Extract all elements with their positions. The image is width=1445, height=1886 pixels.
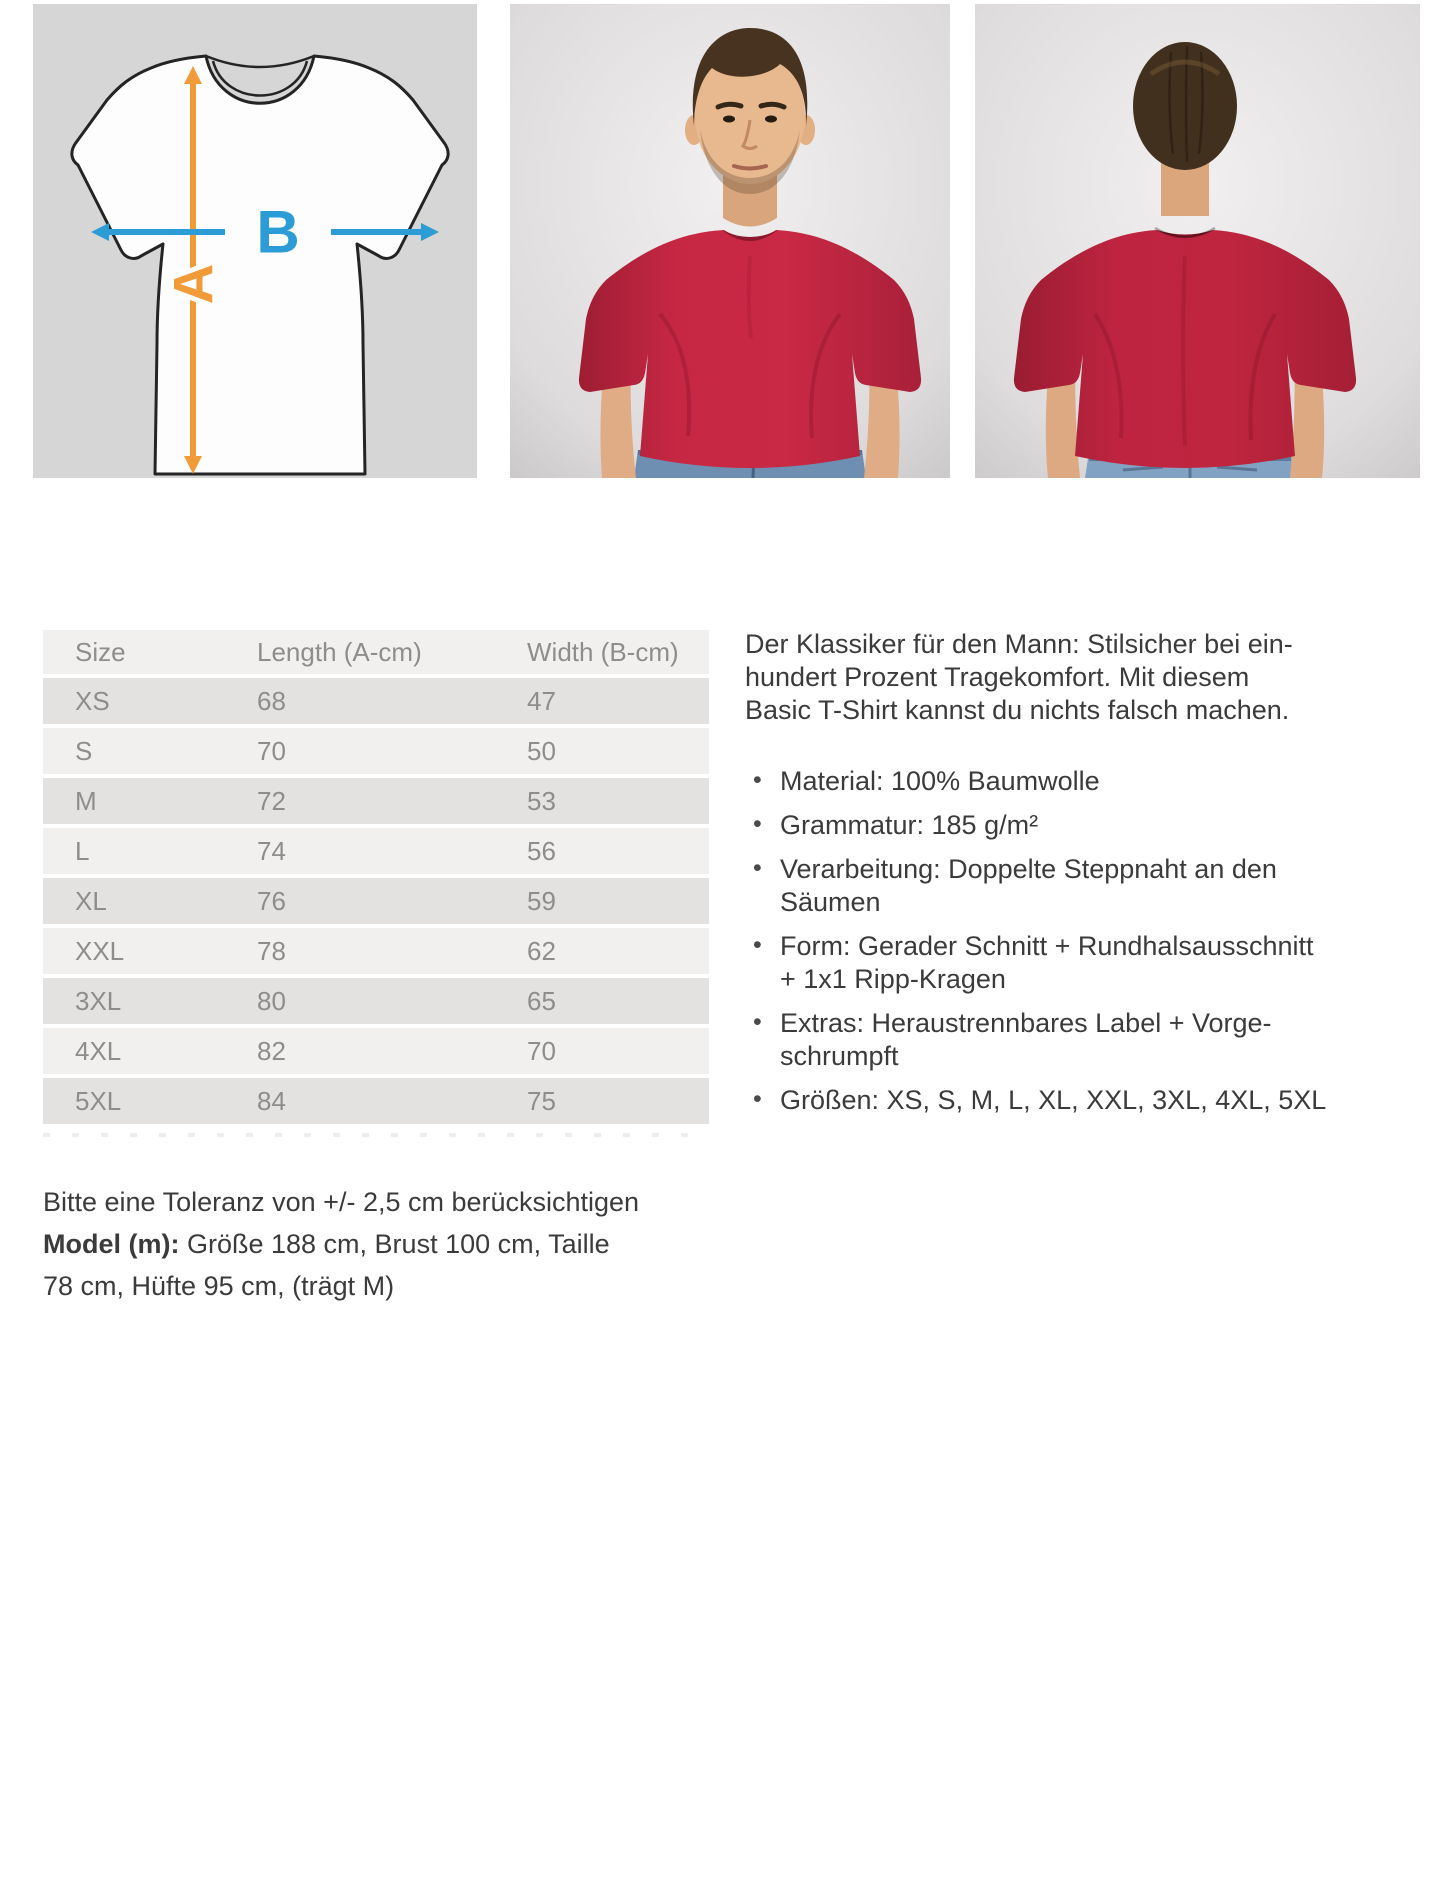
cell-size: 4XL [75,1035,122,1066]
list-item [753,1084,1410,1117]
eyebrow-left [718,104,741,107]
model-info-line1 [43,1223,639,1265]
cell-length: 76 [257,885,286,916]
list-item-line: schrumpft [780,1041,899,1071]
list-item-line: + 1x1 Ripp-Kragen [780,964,1006,994]
model-info: Größe 188 cm, Brust 100 cm, Taille [179,1229,610,1259]
cell-size: S [75,735,93,766]
list-item [753,765,1410,798]
tolerance-note: Bitte eine Toleranz von +/- 2,5 cm berücksichtigen [43,1187,640,1217]
table-row [43,778,709,824]
cell-length: 74 [257,835,286,866]
model-front-photo [510,4,950,478]
list-item [753,930,1410,996]
table-row [43,978,709,1024]
list-item [753,853,1410,919]
cell-size: 3XL [75,985,122,1016]
product-description [745,628,1410,1128]
cell-length: 78 [257,935,286,966]
table-row [43,928,709,974]
table-row [43,878,709,924]
table-row [43,1078,709,1124]
eye-right [765,116,777,123]
table-row [43,828,709,874]
eye-left [723,116,735,123]
size-table [43,630,709,1124]
description-intro [745,628,1410,727]
cell-width: 65 [527,985,556,1016]
list-item-line: • Extras: Heraustrennbares Label + Vorge- [780,1008,1272,1038]
cell-width: 70 [527,1035,556,1066]
column-header-size: Size [75,636,126,667]
cell-width: 62 [527,935,556,966]
eyebrow-right [761,104,784,107]
table-row [43,678,709,724]
cell-length: 72 [257,785,286,816]
cell-width: 75 [527,1085,556,1116]
model-info-line2: 78 cm, Hüfte 95 cm, (trägt M) [43,1271,395,1301]
intro-line: hundert Prozent Tragekomfort. Mit diesem [745,662,1250,692]
cell-length: 82 [257,1035,286,1066]
cell-size: XXL [75,935,125,966]
cell-size: L [75,835,90,866]
cell-width: 47 [527,685,556,716]
model-label: Model (m): [43,1229,180,1259]
table-bottom-artifact [43,1133,709,1137]
list-item-line: Säumen [780,887,881,917]
intro-line: Basic T-Shirt kannst du nichts falsch machen. [745,695,1290,725]
measurement-notes [43,1181,639,1307]
cell-size: 5XL [75,1085,122,1116]
tshirt-measure-diagram [33,4,477,478]
cell-size: M [75,785,97,816]
label-a: A [161,263,225,305]
model-front-illustration [510,4,950,478]
model-back-illustration [975,4,1420,478]
table-row [43,1028,709,1074]
list-item-line: • Verarbeitung: Doppelte Steppnaht an den [780,854,1277,884]
column-header-width: Width (B-cm) [527,636,679,667]
cell-size: XL [75,885,107,916]
list-item-line: • Größen: XS, S, M, L, XL, XXL, 3XL, 4XL, 5XL [780,1085,1327,1115]
list-item [753,809,1410,842]
table-row [43,728,709,774]
list-item-line: • Form: Gerader Schnitt + Rundhalsausschnitt [780,931,1314,961]
list-item-line: • Material: 100% Baumwolle [780,766,1100,796]
size-table-body [43,678,709,1124]
cell-length: 68 [257,685,286,716]
list-item [753,1007,1410,1073]
feature-list [745,765,1410,1117]
cell-width: 59 [527,885,556,916]
cell-length: 84 [257,1085,286,1116]
cell-width: 56 [527,835,556,866]
cell-width: 53 [527,785,556,816]
column-header-length: Length (A-cm) [257,636,422,667]
cell-width: 50 [527,735,556,766]
label-b: B [256,198,300,266]
model-back-photo [975,4,1420,478]
list-item-line: • Grammatur: 185 g/m² [780,810,1039,840]
intro-line: Der Klassiker für den Mann: Stilsicher bei ein- [745,629,1293,659]
cell-size: XS [75,685,110,716]
size-diagram-image [33,4,477,478]
cell-length: 80 [257,985,286,1016]
size-table-header [43,630,709,674]
cell-length: 70 [257,735,286,766]
